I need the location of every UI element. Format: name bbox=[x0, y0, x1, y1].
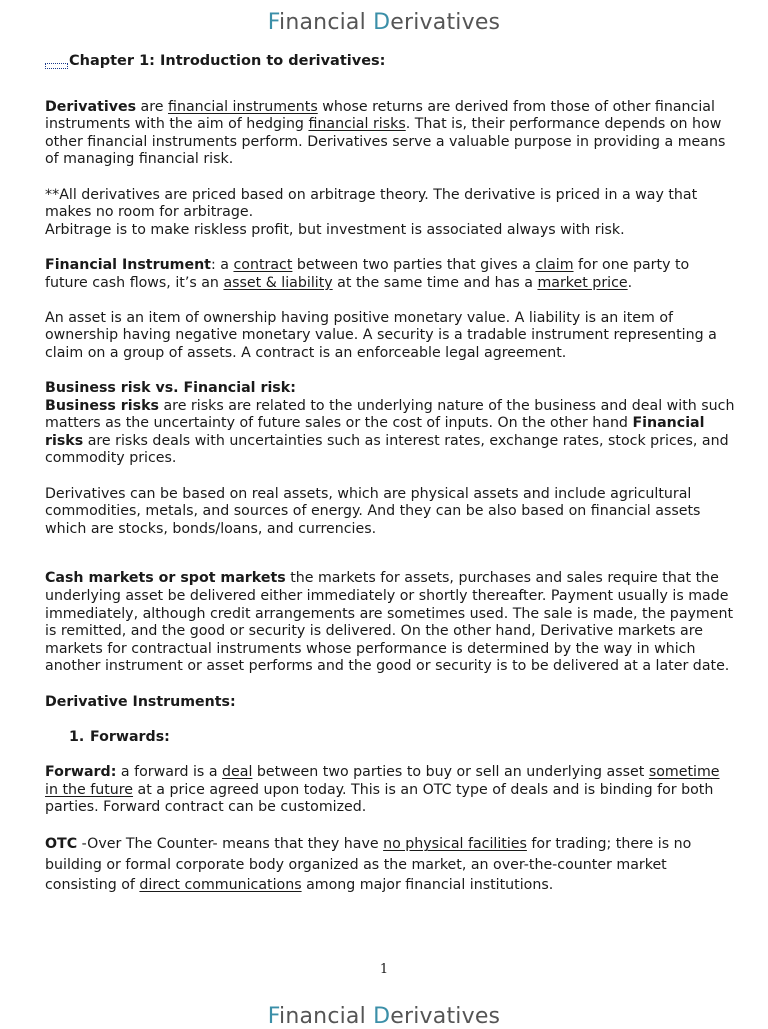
heading-derivative-instruments: Derivative Instruments: bbox=[45, 693, 236, 710]
page-number: 1 bbox=[379, 962, 389, 977]
text-run: -Over The Counter- means that they have bbox=[77, 836, 384, 853]
paragraph-business-risk bbox=[45, 380, 735, 468]
title-initial: D bbox=[373, 10, 391, 35]
paragraph-financial-instrument bbox=[45, 257, 735, 292]
title-initial: F bbox=[267, 1004, 280, 1029]
link-asset-liability[interactable]: asset & liability bbox=[223, 274, 333, 291]
link-no-physical-facilities[interactable]: no physical facilities bbox=[383, 836, 527, 853]
text-run: at the same time and has a bbox=[332, 274, 538, 291]
text-run: a forward is a bbox=[116, 763, 223, 780]
term-financial-risks: Financial risks bbox=[45, 415, 705, 449]
arbitrage-line-1: **All derivatives are priced based on arbitrage theory. The derivative is priced in a way that makes no room for arbitrage. bbox=[45, 186, 698, 221]
title-text: erivatives bbox=[390, 10, 501, 35]
paragraph-asset-definitions: An asset is an item of ownership having positive monetary value. A liability is an item of ownership having negative monetary value. A security is a tradable instrument representing a claim on a group of assets. A contract is an enforceable legal agreement. bbox=[45, 309, 717, 361]
text-run: are bbox=[136, 98, 169, 115]
list-item-forwards bbox=[69, 729, 735, 747]
paragraph-real-assets: Derivatives can be based on real assets, which are physical assets and include agricultural commodities, metals, and sources of energy. And they can be also based on financial assets which are stocks, bonds/loans, and currencies. bbox=[45, 485, 701, 537]
link-claim[interactable]: claim bbox=[535, 256, 574, 273]
bookmark-marker-icon bbox=[45, 63, 68, 69]
text-run: whose returns are derived from those of other financial instruments with the aim of hedging bbox=[45, 98, 715, 133]
paragraph-otc bbox=[45, 834, 735, 896]
text-run: the markets for assets, purchases and sales require that the underlying asset be delivered either immediately or shortly thereafter. Payment usually is made immediately, although credit arrangements are sometimes used. The sale is made, the payment is remitted, and the good or security is delivered. On the other hand, Derivative markets are markets for contractual instruments whose performance is determined by the way in which another instrument or asset performs and the good or security is to be delivered at a later date. bbox=[45, 570, 734, 675]
title-text: inancial bbox=[279, 10, 374, 35]
term-cash-markets: Cash markets or spot markets bbox=[45, 570, 286, 587]
term-business-risks: Business risks bbox=[45, 397, 159, 414]
link-financial-risks[interactable]: financial risks bbox=[308, 116, 406, 133]
text-run: at a price agreed upon today. This is an OTC type of deals and is binding for both parties. Forward contract can be customized. bbox=[45, 781, 714, 816]
link-deal[interactable]: deal bbox=[222, 763, 253, 780]
title-text: inancial bbox=[279, 1004, 374, 1029]
term-forward: Forward: bbox=[45, 763, 117, 780]
link-direct-communications[interactable]: direct communications bbox=[139, 877, 302, 894]
heading-business-vs-financial-risk: Business risk vs. Financial risk: bbox=[45, 380, 296, 397]
text-run: : a bbox=[210, 256, 234, 273]
text-run: among major financial institutions. bbox=[301, 877, 554, 894]
document-title bbox=[0, 10, 768, 35]
title-text: erivatives bbox=[390, 1004, 501, 1029]
next-page-title bbox=[0, 1004, 768, 1029]
chapter-heading-text: Chapter 1: Introduction to derivatives: bbox=[69, 53, 386, 69]
paragraph-derivatives bbox=[45, 99, 735, 169]
list-number: 1. bbox=[69, 728, 85, 745]
text-run: between two parties that gives a bbox=[292, 256, 536, 273]
link-market-price[interactable]: market price bbox=[537, 274, 628, 291]
text-run: are risks deals with uncertainties such as interest rates, exchange rates, stock prices, and commodity prices. bbox=[45, 432, 729, 467]
text-run: for one party to future cash flows, it’s an bbox=[45, 256, 690, 291]
paragraph-arbitrage bbox=[45, 187, 735, 240]
link-financial-instruments[interactable]: financial instruments bbox=[168, 98, 318, 115]
term-derivatives: Derivatives bbox=[45, 98, 137, 115]
text-run: . bbox=[627, 274, 633, 291]
term-financial-instrument: Financial Instrument bbox=[45, 256, 211, 273]
text-run: for trading; there is no building or formal corporate body organized as the market, an over-the-counter market consisting of bbox=[45, 836, 692, 894]
title-initial: D bbox=[373, 1004, 391, 1029]
arbitrage-line-2: Arbitrage is to make riskless profit, but investment is associated always with risk. bbox=[45, 221, 625, 238]
paragraph-forward bbox=[45, 764, 735, 817]
chapter-heading bbox=[45, 53, 735, 71]
link-sometime-in-the-future[interactable]: sometime in the future bbox=[45, 763, 720, 798]
paragraph-cash-markets bbox=[45, 570, 735, 676]
text-run: are risks are related to the underlying nature of the business and deal with such matters as the uncertainty of future sales or the cost of inputs. On the other hand bbox=[45, 397, 735, 432]
link-contract[interactable]: contract bbox=[233, 256, 293, 273]
text-run: . That is, their performance depends on how other financial instruments perform. Derivatives serve a valuable purpose in providing a means of managing financial risk. bbox=[45, 116, 726, 168]
text-run: between two parties to buy or sell an underlying asset bbox=[252, 763, 649, 780]
term-otc: OTC bbox=[45, 836, 78, 853]
title-initial: F bbox=[267, 10, 280, 35]
list-label: Forwards: bbox=[90, 728, 170, 745]
page-content bbox=[45, 53, 735, 896]
